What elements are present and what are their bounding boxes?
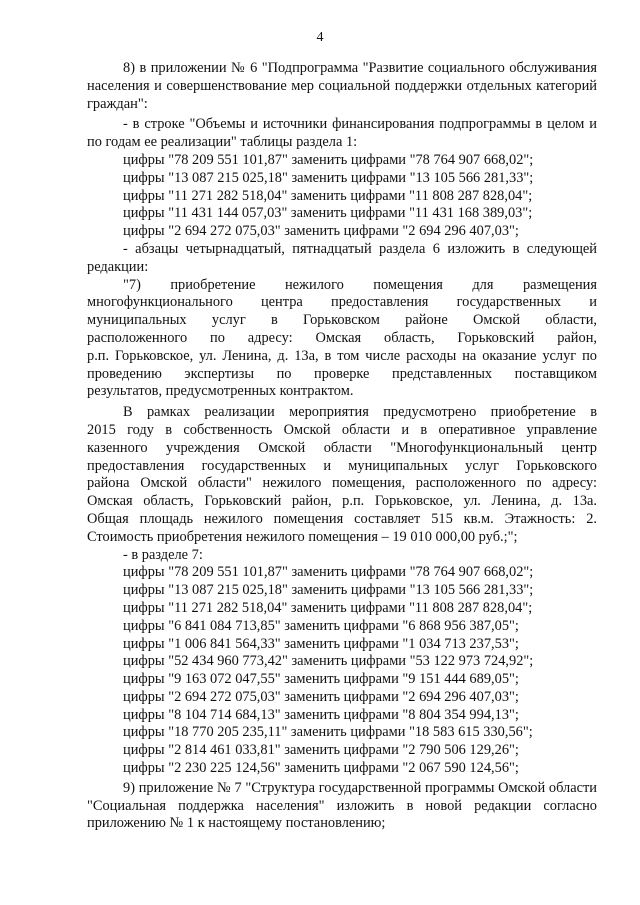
framework-line: Общая площадь нежилого помещения составляет 515 кв.м. Этажность: 2. bbox=[87, 510, 597, 527]
quote-line: муниципальных услуг в Горьковском районе Омской области, bbox=[87, 312, 597, 329]
replacement-line: цифры "2 814 461 033,81" заменить цифрами "2 790 506 129,26"; bbox=[123, 742, 519, 759]
quote-line: результатов, предусмотренных контрактом. bbox=[87, 383, 354, 400]
replacement-line: цифры "78 209 551 101,87" заменить цифрами "78 764 907 668,02"; bbox=[123, 151, 534, 168]
section1-replacements-list bbox=[87, 152, 597, 241]
replacement-line: цифры "2 230 225 124,56" заменить цифрами "2 067 590 124,56"; bbox=[123, 760, 519, 777]
framework-line: 2015 году в собственность Омской области и в оперативное управление bbox=[87, 421, 597, 438]
section7-intro: - в разделе 7: bbox=[123, 546, 203, 563]
framework-paragraph bbox=[87, 404, 597, 546]
document-body bbox=[87, 60, 597, 833]
financing-row-intro: - в строке "Объемы и источники финансирования подпрограммы в целом и по годам ее реализации" таблицы раздела 1: bbox=[87, 116, 597, 151]
quote-line: р.п. Горьковское, ул. Ленина, д. 13а, в том числе расходы на оказание услуг по bbox=[87, 347, 597, 364]
framework-line: Стоимость приобретения нежилого помещения – 19 010 000,00 руб.;"; bbox=[87, 528, 518, 545]
replacement-line: цифры "18 770 205 235,11" заменить цифрами "18 583 615 330,56"; bbox=[123, 724, 533, 741]
quote-line: проведению экспертизы по проверке представленных поставщиком bbox=[87, 365, 597, 382]
framework-line: казенного учреждения Омской области "Многофункциональный центр bbox=[87, 439, 597, 456]
item-9-text: 9) приложение № 7 "Структура государственной программы Омской области "Социальная поддержка населения" изложить в новой редакции согласно приложению № 1 к настоящему постановлению; bbox=[87, 779, 597, 832]
replacement-line: цифры "2 694 272 075,03" заменить цифрами "2 694 296 407,03"; bbox=[123, 223, 519, 240]
replacement-line: цифры "13 087 215 025,18" заменить цифрами "13 105 566 281,33"; bbox=[123, 582, 534, 599]
replacement-line: цифры "52 434 960 773,42" заменить цифрами "53 122 973 724,92"; bbox=[123, 653, 534, 670]
quote-line: многофункционального центра предоставления государственных и bbox=[87, 294, 597, 311]
item-8-intro: 8) в приложении № 6 "Подпрограмма "Развитие социального обслуживания населения и совершенствование мер социальной поддержки отдельных категорий граждан": bbox=[87, 60, 597, 112]
paragraphs-intro: - абзацы четырнадцатый, пятнадцатый раздела 6 изложить в следующей редакции: bbox=[87, 240, 597, 275]
replacement-line: цифры "78 209 551 101,87" заменить цифрами "78 764 907 668,02"; bbox=[123, 564, 534, 581]
framework-line: Омская область, Горьковский район, р.п. Горьковское, ул. Ленина, д. 13а. bbox=[87, 493, 597, 510]
replacement-line: цифры "2 694 272 075,03" заменить цифрами "2 694 296 407,03"; bbox=[123, 688, 519, 705]
quote-line: "7) приобретение нежилого помещения для размещения bbox=[123, 276, 597, 293]
replacement-line: цифры "11 271 282 518,04" заменить цифрами "11 808 287 828,04"; bbox=[123, 599, 533, 616]
replacement-line: цифры "1 006 841 564,33" заменить цифрами "1 034 713 237,53"; bbox=[123, 635, 519, 652]
replacement-line: цифры "13 087 215 025,18" заменить цифрами "13 105 566 281,33"; bbox=[123, 169, 534, 186]
quote-line: расположенного по адресу: Омская область, Горьковский район, bbox=[87, 329, 597, 346]
replacement-line: цифры "9 163 072 047,55" заменить цифрами "9 151 444 689,05"; bbox=[123, 671, 519, 688]
framework-line: В рамках реализации мероприятия предусмотрено приобретение в bbox=[123, 404, 597, 421]
page-number: 4 bbox=[316, 30, 324, 45]
replacement-line: цифры "8 104 714 684,13" заменить цифрами "8 804 354 994,13"; bbox=[123, 706, 519, 723]
framework-line: предоставления государственных и муниципальных услуг Горьковского bbox=[87, 457, 597, 474]
quoted-paragraph-7 bbox=[87, 277, 597, 402]
section7-replacements-list bbox=[87, 564, 597, 778]
replacement-line: цифры "11 271 282 518,04" заменить цифрами "11 808 287 828,04"; bbox=[123, 187, 533, 204]
framework-line: района Омской области" нежилого помещения, расположенного по адресу: bbox=[87, 475, 597, 492]
replacement-line: цифры "11 431 144 057,03" заменить цифрами "11 431 168 389,03"; bbox=[123, 205, 533, 222]
replacement-line: цифры "6 841 084 713,85" заменить цифрами "6 868 956 387,05"; bbox=[123, 617, 519, 634]
